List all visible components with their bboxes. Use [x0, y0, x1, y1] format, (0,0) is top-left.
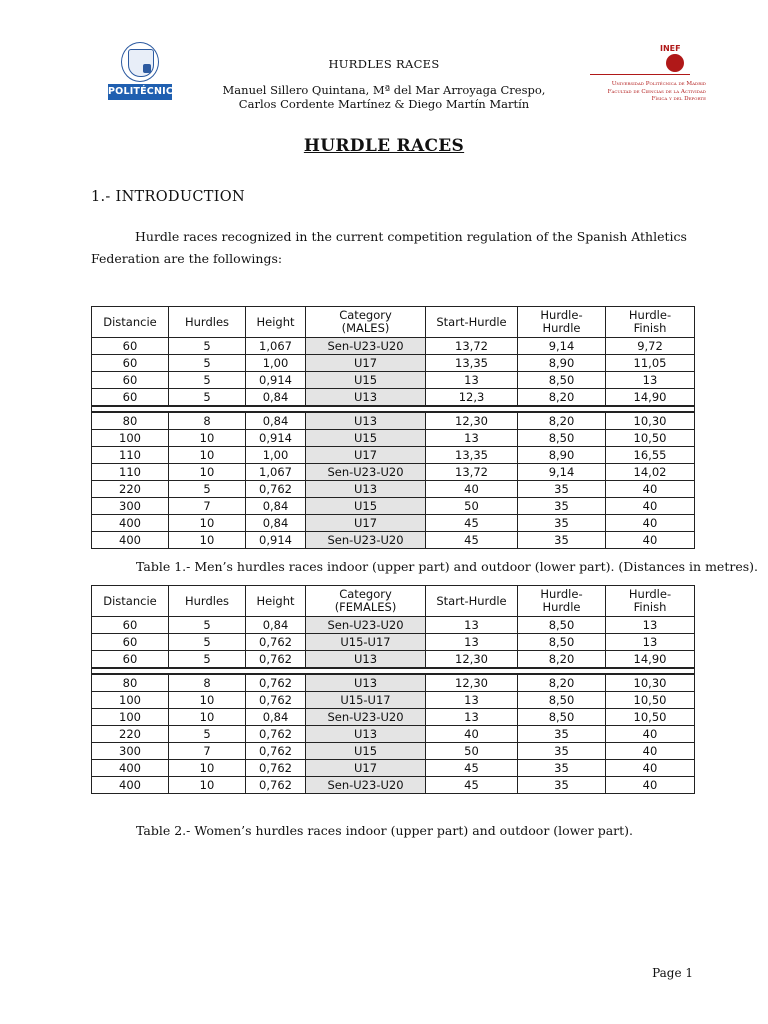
- faculty-name: Universidad Politécnica de Madrid Facultad de Ciencias de la Actividad Física y del Deporte: [607, 81, 706, 102]
- table-cell: 8: [169, 674, 246, 692]
- table-row: [92, 674, 695, 692]
- table-cell: 5: [169, 372, 246, 389]
- table-cell: 400: [92, 777, 169, 794]
- table-cell: 13: [426, 430, 518, 447]
- table-cell: 12,30: [426, 412, 518, 430]
- table-cell: 10,50: [606, 709, 695, 726]
- table-cell: 60: [92, 338, 169, 355]
- table-cell: 5: [169, 726, 246, 743]
- table-cell: 1,00: [246, 447, 306, 464]
- table-cell: 0,84: [246, 515, 306, 532]
- table-cell: 40: [426, 481, 518, 498]
- table-row: [92, 726, 695, 743]
- table-cell: U13: [306, 412, 426, 430]
- column-header: Height: [246, 307, 306, 338]
- table-cell: 0,84: [246, 617, 306, 634]
- table-row: [92, 372, 695, 389]
- table-cell: 5: [169, 617, 246, 634]
- table-cell: U15-U17: [306, 692, 426, 709]
- table-cell: 1,067: [246, 338, 306, 355]
- table-cell: 13: [606, 634, 695, 651]
- table-cell: 40: [606, 777, 695, 794]
- column-header: Start-Hurdle: [426, 586, 518, 617]
- table-cell: 0,84: [246, 389, 306, 407]
- table-cell: 60: [92, 617, 169, 634]
- table-cell: U17: [306, 355, 426, 372]
- table-row: [92, 760, 695, 777]
- table-1-caption: Table 1.- Men’s hurdles races indoor (upper part) and outdoor (lower part). (Distances in metres).: [136, 559, 758, 574]
- column-header: Distancie: [92, 586, 169, 617]
- table-cell: 10,30: [606, 674, 695, 692]
- table-cell: U17: [306, 515, 426, 532]
- table-row: [92, 515, 695, 532]
- table-cell: 13: [426, 634, 518, 651]
- table-row: [92, 481, 695, 498]
- column-header: Hurdle- Hurdle: [518, 307, 606, 338]
- table-cell: 8,50: [518, 372, 606, 389]
- table-row: [92, 338, 695, 355]
- table-cell: 14,90: [606, 389, 695, 407]
- table-cell: 1,067: [246, 464, 306, 481]
- table-cell: 10: [169, 709, 246, 726]
- table-cell: 13,72: [426, 464, 518, 481]
- table-cell: Sen-U23-U20: [306, 532, 426, 549]
- table-cell: 45: [426, 532, 518, 549]
- table-cell: 13: [426, 692, 518, 709]
- politecnica-logo-text: POLITÉCNICA: [108, 84, 172, 100]
- table-cell: 50: [426, 743, 518, 760]
- table-cell: 0,762: [246, 481, 306, 498]
- table-cell: 10: [169, 532, 246, 549]
- table-cell: 100: [92, 430, 169, 447]
- table-cell: 10: [169, 447, 246, 464]
- intro-paragraph: Hurdle races recognized in the current competition regulation of the Spanish Athletics Federation are the followings:: [91, 229, 687, 266]
- table-cell: 0,762: [246, 777, 306, 794]
- table-cell: 35: [518, 481, 606, 498]
- table-cell: 0,762: [246, 760, 306, 777]
- table-cell: 0,84: [246, 498, 306, 515]
- column-header: Hurdle- Hurdle: [518, 586, 606, 617]
- table-cell: 80: [92, 674, 169, 692]
- table-cell: 35: [518, 760, 606, 777]
- table-cell: 13,35: [426, 355, 518, 372]
- table-row: [92, 355, 695, 372]
- table-row: [92, 651, 695, 669]
- table-cell: U15: [306, 372, 426, 389]
- table-cell: 300: [92, 743, 169, 760]
- table-cell: Sen-U23-U20: [306, 777, 426, 794]
- table-cell: 8,20: [518, 412, 606, 430]
- page-number: Page 1: [652, 966, 693, 980]
- table-header-row: [92, 307, 695, 338]
- table-cell: U15-U17: [306, 634, 426, 651]
- table-cell: 0,84: [246, 412, 306, 430]
- table-row: [92, 498, 695, 515]
- table-cell: U17: [306, 447, 426, 464]
- table-cell: 7: [169, 498, 246, 515]
- table-cell: 8,50: [518, 617, 606, 634]
- table-cell: 40: [606, 515, 695, 532]
- table-cell: 0,914: [246, 430, 306, 447]
- table-cell: 45: [426, 515, 518, 532]
- table-cell: 8,20: [518, 389, 606, 407]
- table-cell: 0,762: [246, 743, 306, 760]
- table-cell: 35: [518, 726, 606, 743]
- table-cell: 8,50: [518, 430, 606, 447]
- table-cell: 400: [92, 532, 169, 549]
- table-cell: 0,914: [246, 532, 306, 549]
- table-cell: 13: [426, 617, 518, 634]
- table-cell: 13: [606, 372, 695, 389]
- table-cell: 0,762: [246, 651, 306, 669]
- table-cell: 8,50: [518, 634, 606, 651]
- authors-line-1: Manuel Sillero Quintana, Mª del Mar Arroyaga Crespo,: [222, 83, 546, 97]
- table-cell: 10: [169, 760, 246, 777]
- table-row: [92, 617, 695, 634]
- table-cell: U13: [306, 651, 426, 669]
- table-row: [92, 412, 695, 430]
- table-cell: 100: [92, 709, 169, 726]
- table-cell: U13: [306, 389, 426, 407]
- column-header: Hurdles: [169, 586, 246, 617]
- column-header: Distancie: [92, 307, 169, 338]
- table-cell: 110: [92, 447, 169, 464]
- table-cell: 8: [169, 412, 246, 430]
- table-cell: 14,90: [606, 651, 695, 669]
- table-cell: 60: [92, 389, 169, 407]
- table-cell: 45: [426, 777, 518, 794]
- header-title: HURDLES RACES: [328, 57, 440, 71]
- table-cell: 80: [92, 412, 169, 430]
- table-cell: 9,72: [606, 338, 695, 355]
- table-cell: 400: [92, 515, 169, 532]
- table-row: [92, 692, 695, 709]
- table-cell: 100: [92, 692, 169, 709]
- table-cell: 12,3: [426, 389, 518, 407]
- table-cell: U17: [306, 760, 426, 777]
- table-cell: 12,30: [426, 651, 518, 669]
- table-cell: 7: [169, 743, 246, 760]
- table-cell: 9,14: [518, 338, 606, 355]
- table-cell: U15: [306, 430, 426, 447]
- table-cell: 1,00: [246, 355, 306, 372]
- table-cell: 10,50: [606, 692, 695, 709]
- table-cell: 40: [426, 726, 518, 743]
- table-cell: U13: [306, 674, 426, 692]
- table-cell: 0,762: [246, 692, 306, 709]
- table-cell: 35: [518, 777, 606, 794]
- table-cell: 45: [426, 760, 518, 777]
- table-cell: 35: [518, 515, 606, 532]
- table-cell: 10: [169, 464, 246, 481]
- table-cell: 5: [169, 389, 246, 407]
- table-cell: 40: [606, 743, 695, 760]
- table-cell: 10: [169, 430, 246, 447]
- table-row: [92, 743, 695, 760]
- table-cell: 10: [169, 515, 246, 532]
- table-cell: 300: [92, 498, 169, 515]
- section-heading: 1.- INTRODUCTION: [91, 189, 245, 205]
- table-cell: 8,90: [518, 447, 606, 464]
- table-cell: 40: [606, 498, 695, 515]
- column-header: Hurdle- Finish: [606, 307, 695, 338]
- inef-faculty-logo: [590, 44, 710, 108]
- column-header: Hurdle- Finish: [606, 586, 695, 617]
- table-cell: 60: [92, 355, 169, 372]
- authors-line-2: Carlos Cordente Martínez & Diego Martín Martín: [238, 97, 530, 111]
- table-cell: 13,35: [426, 447, 518, 464]
- table-cell: 5: [169, 634, 246, 651]
- table-cell: 13: [426, 372, 518, 389]
- table-cell: 10: [169, 692, 246, 709]
- table-cell: 35: [518, 498, 606, 515]
- table-2-caption: Table 2.- Women’s hurdles races indoor (upper part) and outdoor (lower part).: [136, 823, 634, 838]
- column-header: Height: [246, 586, 306, 617]
- table-cell: 16,55: [606, 447, 695, 464]
- table-cell: Sen-U23-U20: [306, 617, 426, 634]
- table-cell: 35: [518, 743, 606, 760]
- table-row: [92, 464, 695, 481]
- table-cell: 11,05: [606, 355, 695, 372]
- table-cell: 35: [518, 532, 606, 549]
- table-cell: 0,914: [246, 372, 306, 389]
- table-cell: U15: [306, 743, 426, 760]
- table-cell: 13: [426, 709, 518, 726]
- table-cell: 220: [92, 726, 169, 743]
- table-cell: 8,90: [518, 355, 606, 372]
- table-cell: 60: [92, 651, 169, 669]
- column-header: Start-Hurdle: [426, 307, 518, 338]
- table-cell: 60: [92, 372, 169, 389]
- table-cell: 220: [92, 481, 169, 498]
- table-cell: 10: [169, 777, 246, 794]
- table-row: [92, 709, 695, 726]
- table-cell: 40: [606, 532, 695, 549]
- table-cell: 5: [169, 338, 246, 355]
- table-cell: 50: [426, 498, 518, 515]
- table-cell: 8,50: [518, 709, 606, 726]
- inef-icon: INEF: [660, 44, 692, 78]
- mens-hurdles-table: [91, 306, 695, 549]
- table-cell: U13: [306, 726, 426, 743]
- table-row: [92, 532, 695, 549]
- document-title: HURDLE RACES: [303, 136, 465, 156]
- table-cell: 12,30: [426, 674, 518, 692]
- table-cell: 9,14: [518, 464, 606, 481]
- table-cell: 14,02: [606, 464, 695, 481]
- table-cell: 5: [169, 651, 246, 669]
- table-cell: 13: [606, 617, 695, 634]
- table-cell: 8,20: [518, 651, 606, 669]
- table-cell: 5: [169, 355, 246, 372]
- table-cell: 0,762: [246, 634, 306, 651]
- table-cell: U15: [306, 498, 426, 515]
- womens-hurdles-table: [91, 585, 695, 794]
- table-cell: 0,84: [246, 709, 306, 726]
- table-cell: 8,20: [518, 674, 606, 692]
- table-cell: 13,72: [426, 338, 518, 355]
- table-cell: U13: [306, 481, 426, 498]
- table-cell: Sen-U23-U20: [306, 709, 426, 726]
- table-cell: 8,50: [518, 692, 606, 709]
- table-cell: 110: [92, 464, 169, 481]
- table-cell: 0,762: [246, 726, 306, 743]
- table-row: [92, 634, 695, 651]
- table-cell: 40: [606, 760, 695, 777]
- table-row: [92, 389, 695, 407]
- table-row: [92, 777, 695, 794]
- table-cell: 0,762: [246, 674, 306, 692]
- table-cell: Sen-U23-U20: [306, 338, 426, 355]
- table-cell: 40: [606, 481, 695, 498]
- table-cell: 10,30: [606, 412, 695, 430]
- table-cell: 5: [169, 481, 246, 498]
- table-cell: 60: [92, 634, 169, 651]
- table-header-row: [92, 586, 695, 617]
- table-cell: 400: [92, 760, 169, 777]
- column-header: Category (MALES): [306, 307, 426, 338]
- table-row: [92, 447, 695, 464]
- column-header: Hurdles: [169, 307, 246, 338]
- column-header: Category (FEMALES): [306, 586, 426, 617]
- page-header: [0, 0, 768, 120]
- table-cell: 10,50: [606, 430, 695, 447]
- table-row: [92, 430, 695, 447]
- table-cell: 40: [606, 726, 695, 743]
- table-cell: Sen-U23-U20: [306, 464, 426, 481]
